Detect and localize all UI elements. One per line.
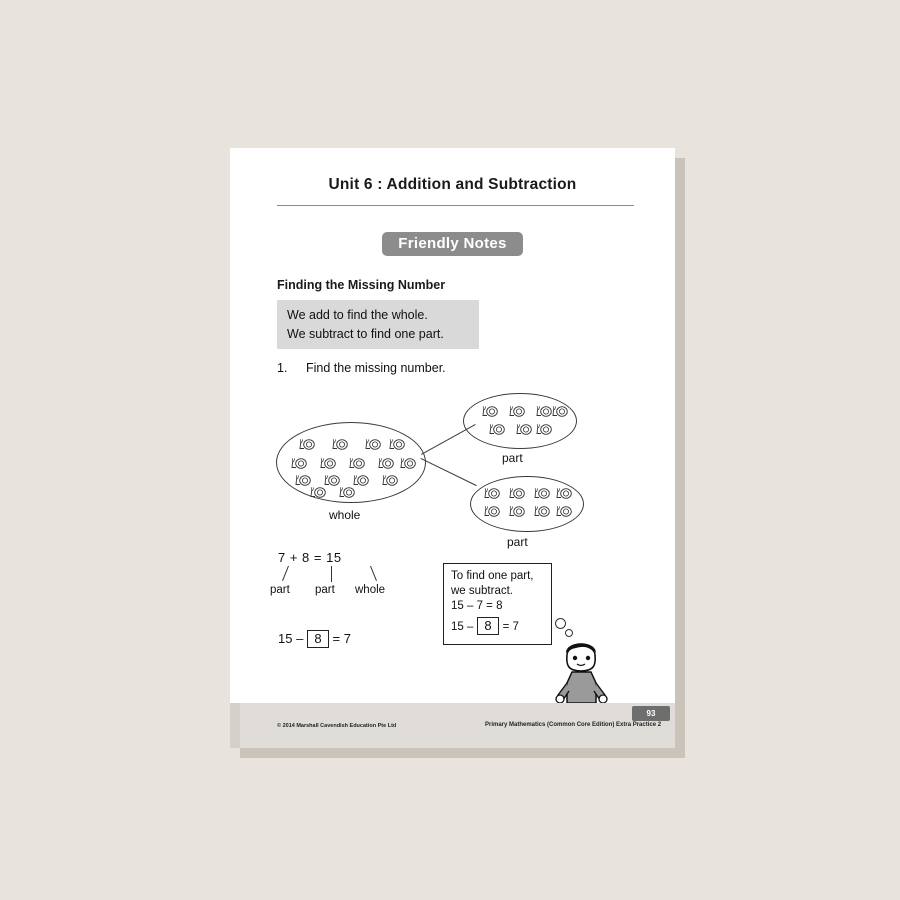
equation-label-whole: whole — [355, 584, 386, 596]
snail-icon — [332, 437, 349, 450]
part2-label: part — [507, 535, 528, 549]
worksheet-page — [230, 148, 675, 748]
snail-icon — [534, 504, 551, 517]
note-line-2: We subtract to find one part. — [287, 327, 444, 341]
part2-group-ellipse — [470, 476, 584, 532]
section-heading: Finding the Missing Number — [277, 278, 446, 292]
snail-icon — [534, 486, 551, 499]
speech-box — [443, 563, 552, 645]
connector-line-lower — [420, 458, 476, 486]
snail-icon — [310, 485, 327, 498]
speech-line-1: To find one part, — [451, 570, 534, 582]
page-content — [230, 148, 675, 748]
footer-left-strip — [230, 703, 240, 748]
tick-part1 — [282, 566, 289, 581]
snail-icon — [489, 422, 506, 435]
snail-icon — [484, 486, 501, 499]
speech-line-2: we subtract. — [451, 585, 513, 597]
snail-icon — [509, 486, 526, 499]
part1-label: part — [502, 451, 523, 465]
snail-icon — [516, 422, 533, 435]
equation-label-part2: part — [315, 584, 335, 596]
snail-icon — [349, 456, 366, 469]
speech-bubble-dot-large — [555, 618, 566, 629]
note-line-1: We add to find the whole. — [287, 308, 428, 322]
snail-icon — [509, 504, 526, 517]
speech-line-4-prefix: 15 – — [451, 621, 474, 633]
whole-label: whole — [329, 508, 361, 522]
snail-icon — [320, 456, 337, 469]
final-equation — [278, 630, 351, 648]
speech-answer-box: 8 — [477, 617, 498, 635]
snail-icon — [556, 486, 573, 499]
snail-icon — [552, 404, 569, 417]
snail-icon — [482, 404, 499, 417]
snail-icon — [484, 504, 501, 517]
snail-icon — [536, 404, 553, 417]
snail-icon — [365, 437, 382, 450]
number-sentence: 7 + 8 = 15 — [278, 550, 342, 565]
friendly-notes-label: Friendly Notes — [398, 235, 507, 252]
snail-icon — [339, 485, 356, 498]
final-equation-prefix: 15 – — [278, 631, 304, 646]
snail-icon — [509, 404, 526, 417]
snail-icon — [382, 473, 399, 486]
page-title: Unit 6 : Addition and Subtraction — [328, 176, 577, 193]
speech-line-4-suffix: = 7 — [502, 621, 519, 633]
question-text: Find the missing number. — [306, 361, 446, 375]
footer-book-title: Primary Mathematics (Common Core Edition) Extra Practice 2 — [485, 722, 662, 728]
snail-icon — [400, 456, 417, 469]
final-equation-suffix: = 7 — [332, 631, 351, 646]
speech-line-4 — [451, 617, 519, 635]
title-divider — [277, 205, 634, 206]
speech-line-3: 15 – 7 = 8 — [451, 600, 503, 612]
snail-icon — [378, 456, 395, 469]
tick-part2 — [331, 566, 332, 582]
snail-icon — [556, 504, 573, 517]
friendly-notes-badge — [382, 232, 523, 256]
snail-icon — [291, 456, 308, 469]
note-box — [277, 300, 479, 349]
snail-icon — [389, 437, 406, 450]
equation-label-part1: part — [270, 584, 290, 596]
question-number: 1. — [277, 361, 288, 375]
page-number-label: 93 — [646, 709, 656, 718]
whole-group-ellipse — [276, 422, 426, 503]
answer-box[interactable]: 8 — [307, 630, 328, 648]
snail-icon — [299, 437, 316, 450]
footer-copyright: © 2014 Marshall Cavendish Education Pte Ltd — [277, 723, 397, 729]
part1-group-ellipse — [463, 393, 577, 449]
tick-whole — [370, 566, 377, 581]
snail-icon — [536, 422, 553, 435]
page-number-badge — [632, 706, 670, 721]
